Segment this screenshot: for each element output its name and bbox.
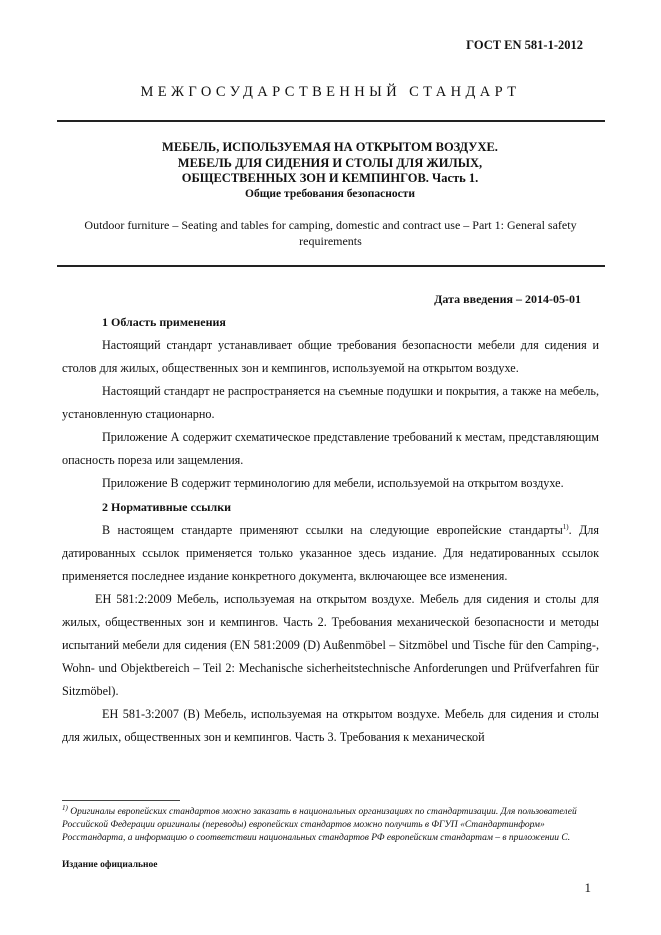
document-subtitle: Общие требования безопасности (245, 188, 415, 200)
footnote-mark: 1) (62, 803, 68, 812)
title-line-1: МЕБЕЛЬ, ИСПОЛЬЗУЕМАЯ НА ОТКРЫТОМ ВОЗДУХЕ. (162, 140, 498, 154)
title-divider (57, 265, 605, 267)
document-title (60, 140, 600, 187)
english-title: Outdoor furniture – Seating and tables for camping, domestic and contract use – Part 1: General safety requirements (84, 218, 577, 248)
interstate-standard-label: МЕЖГОСУДАРСТВЕННЫЙ СТАНДАРТ (140, 84, 521, 100)
introduction-date: Дата введения – 2014-05-01 (434, 292, 581, 306)
section-1-heading: 1 Область применения (102, 315, 226, 329)
footnote (62, 803, 599, 845)
title-line-2: МЕБЕЛЬ ДЛЯ СИДЕНИЯ И СТОЛЫ ДЛЯ ЖИЛЫХ, (177, 155, 483, 170)
page-number: 1 (584, 880, 591, 895)
section-2-heading: 2 Нормативные ссылки (102, 500, 232, 514)
footnote-ref: 1) (562, 522, 569, 531)
top-divider (57, 120, 605, 122)
section-1-paragraph: Приложение В содержит терминологию для мебели, используемой на открытом воздухе. (102, 476, 564, 490)
footnote-text: Оригиналы европейских стандартов можно заказать в национальных организациях по стандартизации. Для пользователей Российской Федерации оригиналы (переводы) европейских стандартов можно получить в ФГУП «Стандартинформ» Росстандарта, а информацию о соответствии национальных стандартов РФ европейским стандартам – в приложении С. (62, 807, 577, 843)
document-code: ГОСТ EN 581-1-2012 (466, 38, 583, 52)
paragraph-text: . Для датированных ссылок применяется только указанное здесь издание. Для недатированных ссылок применяется последнее издание конкретного документа, включающее все изменения. (62, 523, 599, 583)
title-line-3: ОБЩЕСТВЕННЫХ ЗОН И КЕМПИНГОВ. Часть 1. (181, 171, 479, 185)
section-1-paragraph: Настоящий стандарт не распространяется на съемные подушки и покрытия, а также на мебель, установленную стационарно. (62, 384, 599, 421)
reference-entry: ЕН 581-3:2007 (В) Мебель, используемая на открытом воздухе. Мебель для сидения и столы для жилых, общественных зон и кемпингов. Часть 3. Требования к механической (62, 707, 599, 744)
body-text (62, 310, 599, 749)
section-2-paragraph (62, 519, 599, 588)
section-1-paragraph: Приложение А содержит схематическое представление требований к местам, представляющим опасность пореза или защемления. (62, 430, 599, 467)
footnote-divider (62, 800, 180, 801)
reference-entry: ЕН 581:2:2009 Мебель, используемая на открытом воздухе. Мебель для сидения и столы для жилых, общественных зон и кемпингов. Часть 2. Требования механической безопасности и методы испытаний мебели для сидения (EN 581:2009 (D) Außenmöbel – Sitzmöbel und Tische für den Camping-, Wohn- und Objektbereich – Teil 2: Mechanische sicherheitstechnische Anforderungen und Prüfverfahren für Sitzmöbel). (62, 592, 599, 698)
paragraph-text: В настоящем стандарте применяют ссылки на следующие европейские стандарты (102, 523, 563, 537)
edition-label: Издание официальное (62, 860, 158, 870)
section-1-paragraph: Настоящий стандарт устанавливает общие требования безопасности мебели для сидения и столов для жилых, общественных зон и кемпингов, используемой на открытом воздухе. (62, 338, 599, 375)
